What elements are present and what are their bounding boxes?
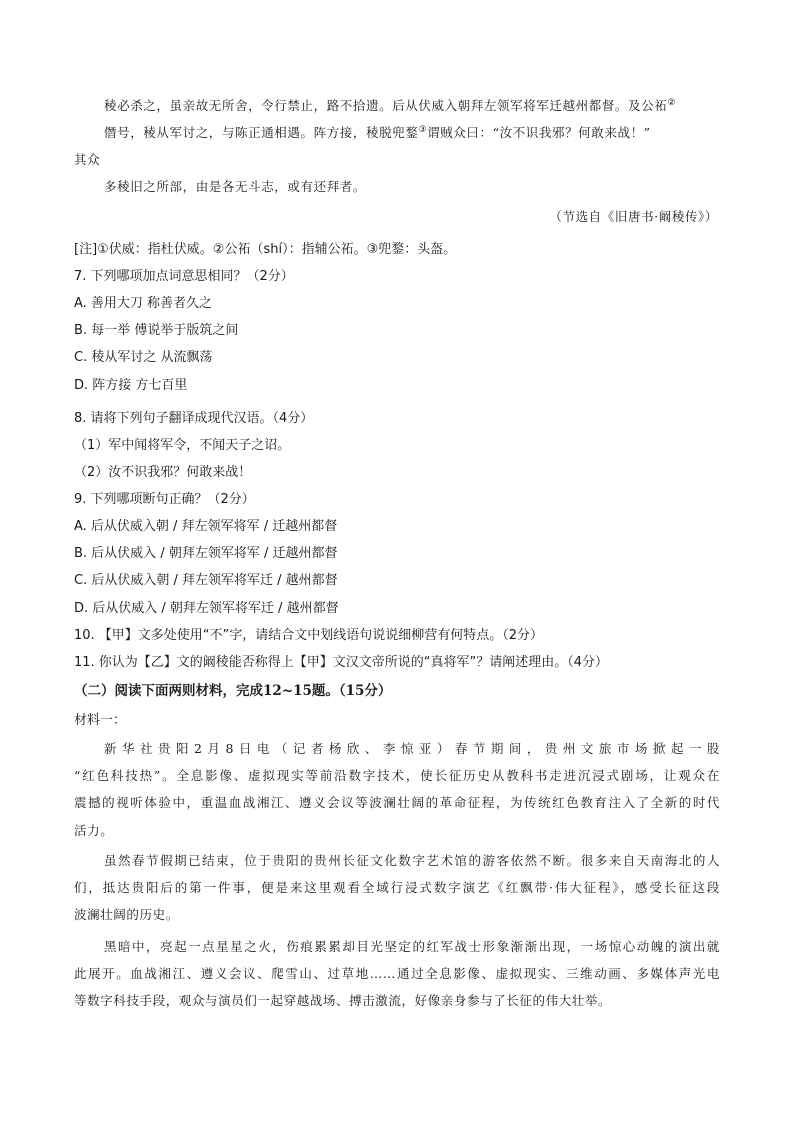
question-9-option-c: C. 后从伏威入朝 / 拜左领军将军迁 / 越州都督 (74, 573, 338, 588)
passage-source: （节选自《旧唐书·阚稜传》） (549, 209, 718, 224)
passage-line-4: 多稜旧之所部，由是各无斗志，或有还拜者。 (104, 179, 367, 194)
material-1-p1-line-3: 震撼的视听体验中，重温血战湘江、遵义会议等波澜壮阔的革命征程，为传统红色教育注入了全新的时代 (74, 795, 720, 810)
question-9-option-b: B. 后从伏威入 / 朝拜左领军将军 / 迁越州都督 (74, 546, 338, 561)
question-9-option-a: A. 后从伏威入朝 / 拜左领军将军 / 迁越州都督 (74, 519, 338, 534)
material-1-p3-line-3: 等数字科技手段，观众与演员们一起穿越战场、搏击激流，好像亲身参与了长征的伟大壮举。 (74, 993, 612, 1008)
section-2-heading: （二）阅读下面两则材料，完成12~15题。（15分） (74, 683, 392, 699)
question-8-item-2: （2）汝不识我邪？何敢来战！ (74, 465, 252, 480)
material-1-label: 材料一： (74, 713, 127, 728)
question-8: 8. 请将下列句子翻译成现代汉语。（4分） (74, 411, 314, 426)
annotation-notes: [注]①伏威：指杜伏威。②公祏（shí）：指辅公祏。③兜鍪：头盔。 (74, 242, 457, 257)
question-7-option-c: C. 稜从军讨之 从流飘荡 (74, 350, 213, 365)
question-7-option-d: D. 阵方接 方七百里 (74, 378, 188, 393)
passage-line-3: 其众 (74, 152, 101, 167)
material-1-p1-line-1: 新华社贵阳2月8日电（记者杨欣、李惊亚）春节期间，贵州文旅市场掀起一股 (104, 741, 720, 756)
material-1-p1-line-2: “红色科技热”。全息影像、虚拟现实等前沿数字技术，使长征历史从教科书走进沉浸式剧场，让观众在 (74, 768, 720, 783)
question-11: 11. 你认为【乙】文的阚稜能否称得上【甲】文汉文帝所说的“真将军”？请阐述理由。（4分） (74, 655, 609, 670)
question-7: 7. 下列哪项加点词意思相同？（2分） (74, 269, 294, 284)
question-9: 9. 下列哪项断句正确？（2分） (74, 492, 255, 507)
material-1-p3-line-2: 此展开。血战湘江、遵义会议、爬雪山、过草地……通过全息影像、虚拟现实、三维动画、多媒体声光电 (74, 966, 720, 981)
question-7-option-b: B. 每一举 傅说举于版筑之间 (74, 323, 239, 338)
material-1-p2-line-3: 波澜壮阔的历史。 (74, 907, 179, 922)
passage-line-1: 稜必杀之，虽亲故无所舍，令行禁止，路不拾遗。后从伏威入朝拜左领军将军迁越州都督。及公祏② (104, 97, 676, 113)
question-7-option-a: A. 善用大刀 称善者久之 (74, 296, 213, 311)
question-9-option-d: D. 后从伏威入 / 朝拜左领军将军迁 / 越州都督 (74, 601, 339, 616)
material-1-p3-line-1: 黑暗中，亮起一点星星之火，伤痕累累却目光坚定的红军战士形象渐渐出现，一场惊心动魄的演出就 (104, 939, 720, 954)
question-8-item-1: （1）军中闻将军令，不闻天子之诏。 (74, 438, 291, 453)
passage-line-2: 僭号，稜从军讨之，与陈正通相遇。阵方接，稜脱兜鍪③谓贼众曰：“汝不识我邪？何敢来战！” (104, 124, 651, 140)
material-1-p1-line-4: 活力。 (74, 823, 114, 838)
question-10: 10. 【甲】文多处使用“不”字，请结合文中划线语句说说细柳营有何特点。（2分） (74, 628, 544, 643)
material-1-p2-line-1: 虽然春节假期已结束，位于贵阳的贵州长征文化数字艺术馆的游客依然不断。很多来自天南海北的人 (104, 853, 720, 868)
material-1-p2-line-2: 们，抵达贵阳后的第一件事，便是来这里观看全域行浸式数字演艺《红飘带·伟大征程》，感受长征这段 (74, 880, 720, 895)
